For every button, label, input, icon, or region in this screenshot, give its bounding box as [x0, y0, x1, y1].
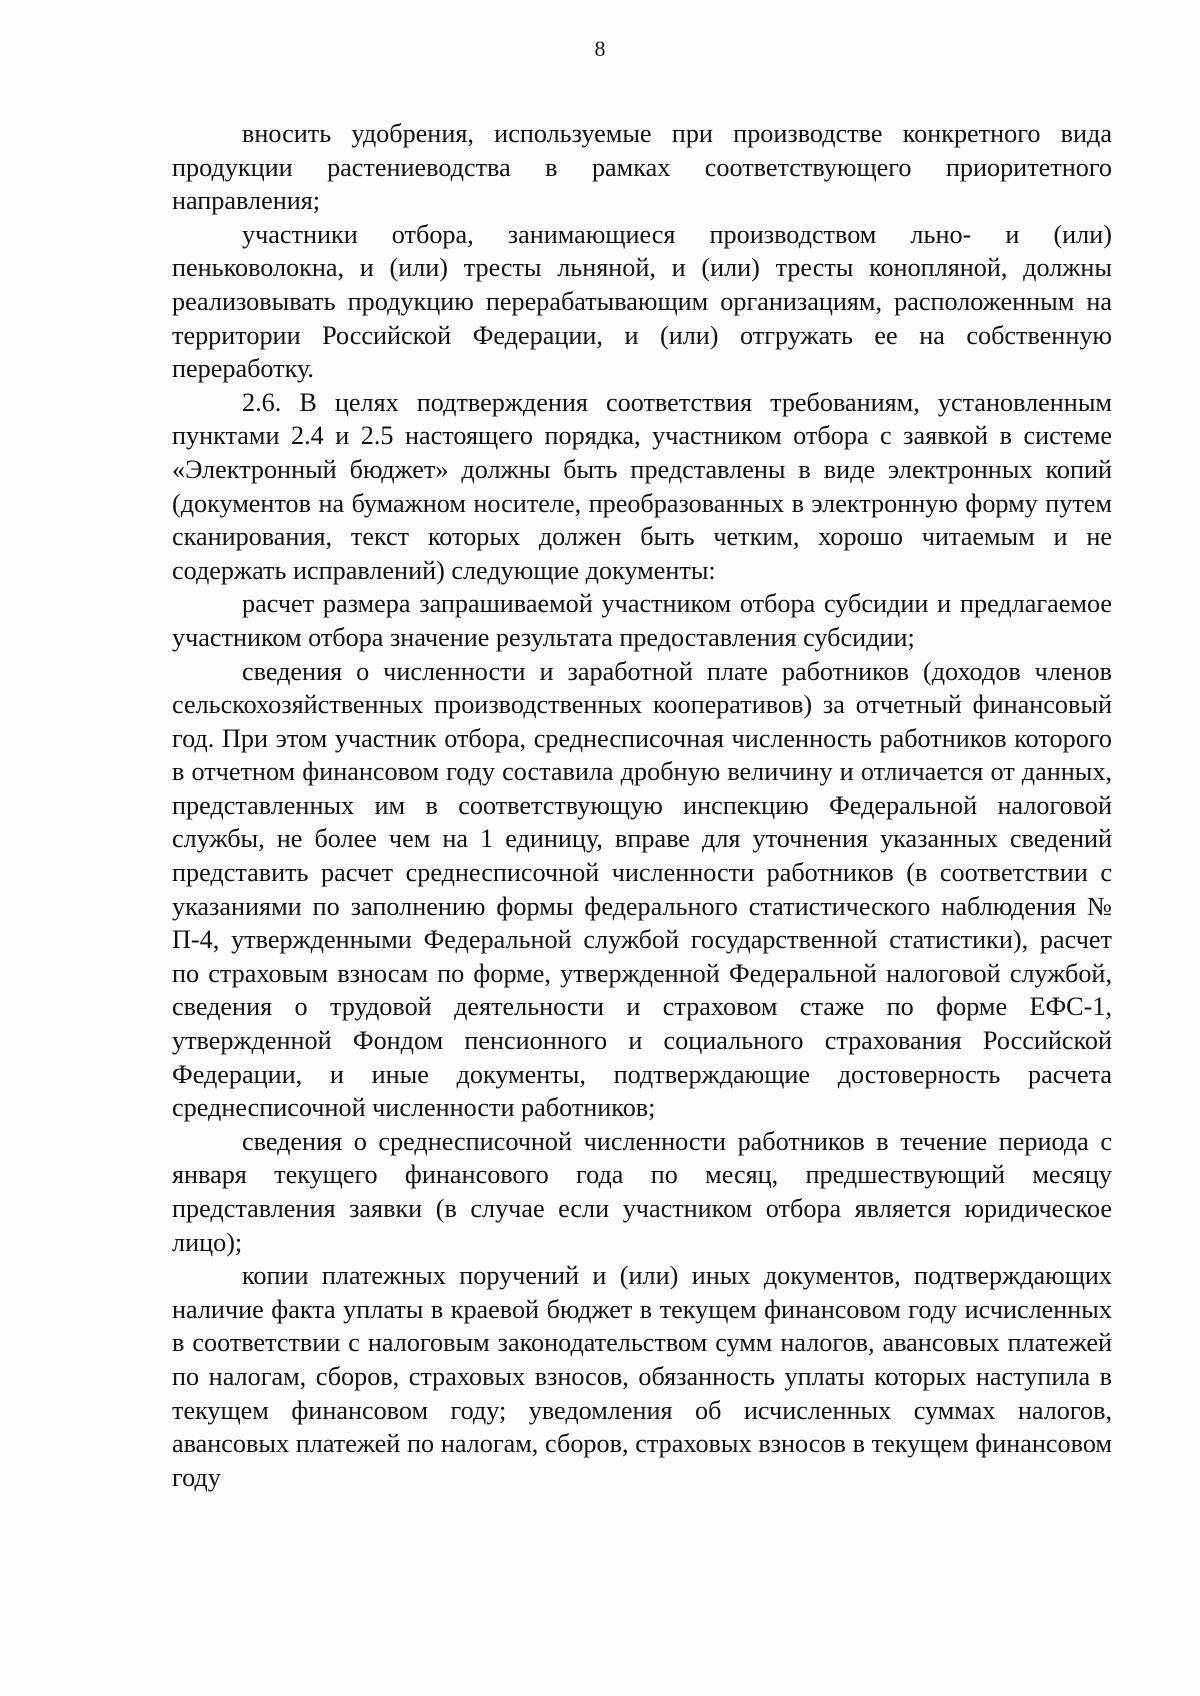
page-number: 8: [594, 36, 606, 61]
paragraph-average-headcount: сведения о среднесписочной численности работников в течение периода с января текущего финансового года по месяц, предшествующий месяцу представления заявки (в случае если участником отбора является юридическое лицо);: [172, 1126, 1112, 1257]
paragraph-subsidy-calculation: расчет размера запрашиваемой участником отбора субсидии и предлагаемое участником отбора значение результата предоставления субсидии;: [172, 589, 1112, 652]
paragraph-2-6: 2.6. В целях подтверждения соответствия требованиям, установленным пунктами 2.4 и 2.5 настоящего порядка, участником отбора с заявкой в системе «Электронный бюджет» должны быть представлены в виде электронных копий (документов на бумажном носителе, преобразованных в электронную форму путем сканирования, текст которых должен быть четким, хорошо читаемым и не содержать исправлений) следующие документы:: [172, 387, 1112, 585]
document-body: [172, 117, 1112, 1494]
paragraph-employee-info: сведения о численности и заработной плате работников (доходов членов сельскохозяйственных производственных кооперативов) за отчетный финансовый год. При этом участник отбора, среднесписочная численность работников которого в отчетном финансовом году составила дробную величину и отличается от данных, представленных им в соответствующую инспекцию Федеральной налоговой службы, не более чем на 1 единицу, вправе для уточнения указанных сведений представить расчет среднесписочной численности работников (в соответствии с указаниями по заполнению формы федерального статистического наблюдения № П-4, утвержденными Федеральной службой государственной статистики), расчет по страховым взносам по форме, утвержденной Федеральной налоговой службой, сведения о трудовой деятельности и страховом стаже по форме ЕФС-1, утвержденной Фондом пенсионного и социального страхования Российской Федерации, и иные документы, подтверждающие достоверность расчета среднесписочной численности работников;: [172, 656, 1112, 1123]
paragraph-flax-producers: участники отбора, занимающиеся производством льно- и (или) пеньковолокна, и (или) тресты льняной, и (или) тресты конопляной, должны реализовывать продукцию перерабатывающим организациям, расположенным на территории Российской Федерации, и (или) отгружать ее на собственную переработку.: [172, 219, 1112, 384]
paragraph-payment-orders: копии платежных поручений и (или) иных документов, подтверждающих наличие факта уплаты в краевой бюджет в текущем финансовом году исчисленных в соответствии с налоговым законодательством сумм налогов, авансовых платежей по налогам, сборов, страховых взносов, обязанность уплаты которых наступила в текущем финансовом году; уведомления об исчисленных суммах налогов, авансовых платежей по налогам, сборов, страховых взносов в текущем финансовом году: [172, 1261, 1112, 1492]
paragraph-fertilizers: вносить удобрения, используемые при производстве конкретного вида продукции растениеводства в рамках соответствующего приоритетного направления;: [172, 119, 1112, 216]
